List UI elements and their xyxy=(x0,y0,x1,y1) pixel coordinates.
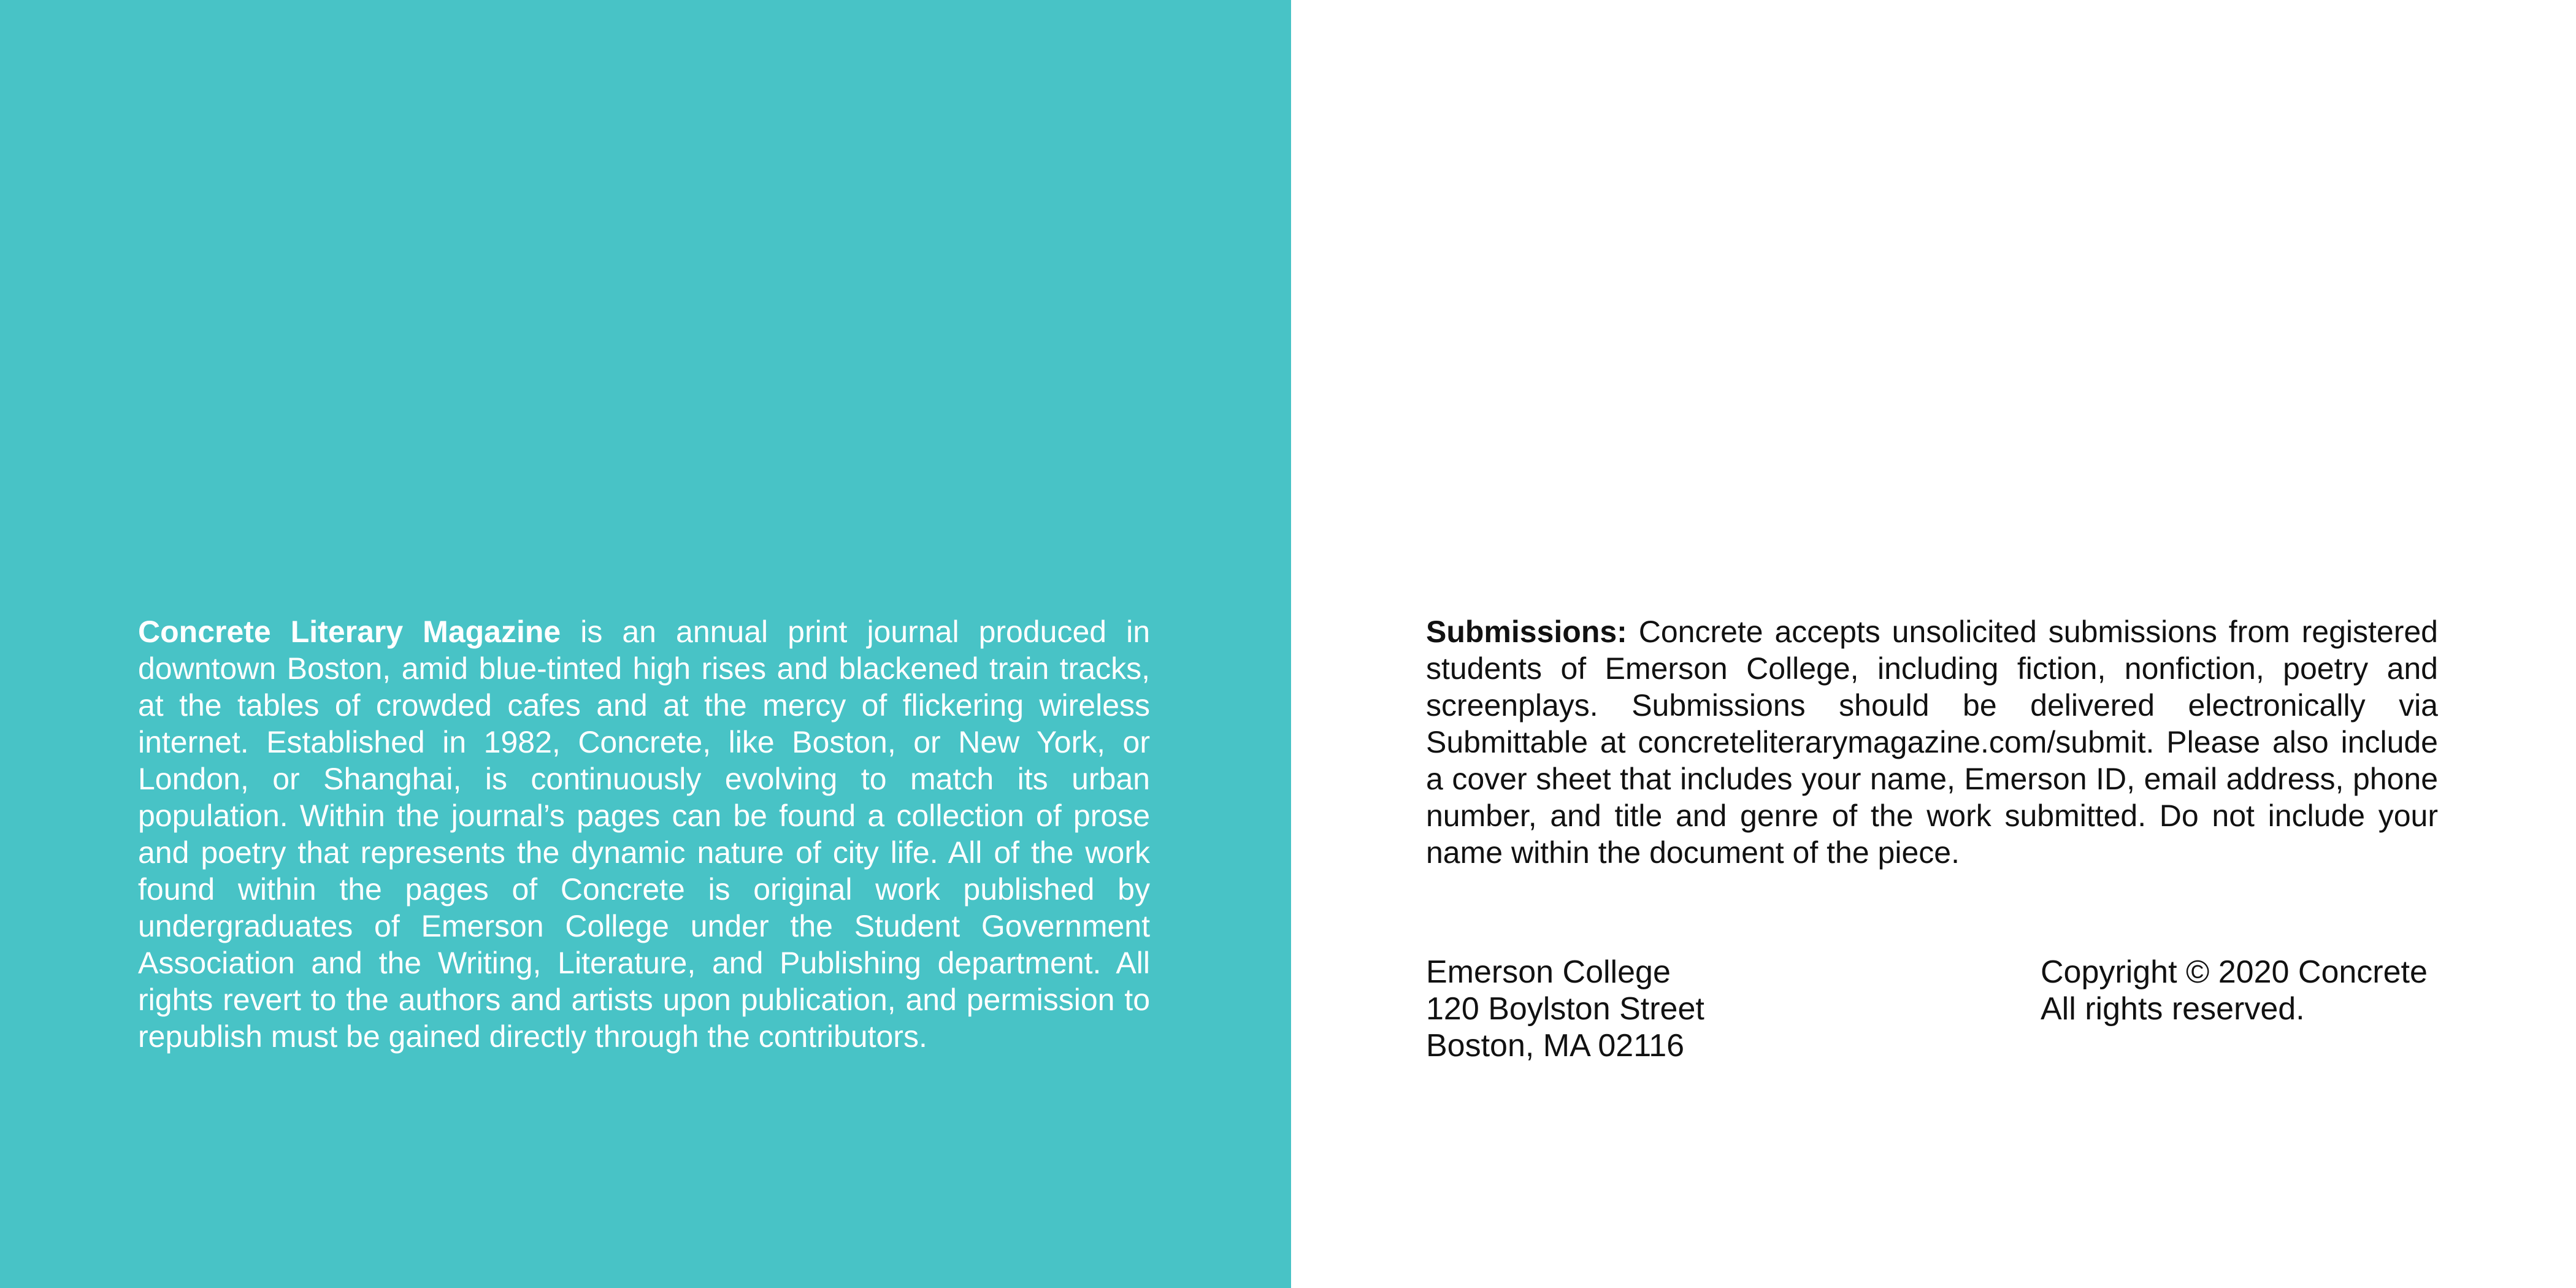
copyright-line-1: Copyright © 2020 Concrete xyxy=(2041,954,2428,990)
address-line-1: Emerson College xyxy=(1426,954,1671,990)
address-line-2: 120 Boylston Street xyxy=(1426,991,1704,1027)
submissions-body: Concrete accepts unsolicited submissions from registered students of Emerson College, including fiction, nonfiction, poetry and screenplays. Submissions should be delivered electronically via Submittable at concreteliterarymagazine.com/submit. Please also include a cover sheet that includes your name, Emerson ID, email address, phone number, and title and genre of the work submitted. Do not include your name within the document of the piece. xyxy=(1426,615,2438,870)
about-title: Concrete Literary Magazine xyxy=(138,615,561,649)
right-page xyxy=(1291,0,2576,1288)
about-body: is an annual print journal produced in downtown Boston, amid blue-tinted high rises and blackened train tracks, at the tables of crowded cafes and at the mercy of flickering wireless internet. Established in 1982, Concrete, like Boston, or New York, or London, or Shanghai, is continuously evolving to match its urban population. Within the journal’s pages can be found a collection of prose and poetry that represents the dynamic nature of city life. All of the work found within the pages of Concrete is original work published by undergraduates of Emerson College under the Student Government Association and the Writing, Literature, and Publishing department. All rights revert to the authors and artists upon publication, and permission to republish must be gained directly through the contributors. xyxy=(138,615,1150,1054)
address-line-3: Boston, MA 02116 xyxy=(1426,1028,1685,1064)
mailing-address xyxy=(1426,954,1704,1064)
copyright-notice xyxy=(2041,954,2428,1027)
submissions-title: Submissions: xyxy=(1426,615,1627,649)
copyright-line-2: All rights reserved. xyxy=(2041,991,2305,1027)
submissions-paragraph xyxy=(1426,613,2438,871)
about-paragraph xyxy=(138,613,1150,1055)
